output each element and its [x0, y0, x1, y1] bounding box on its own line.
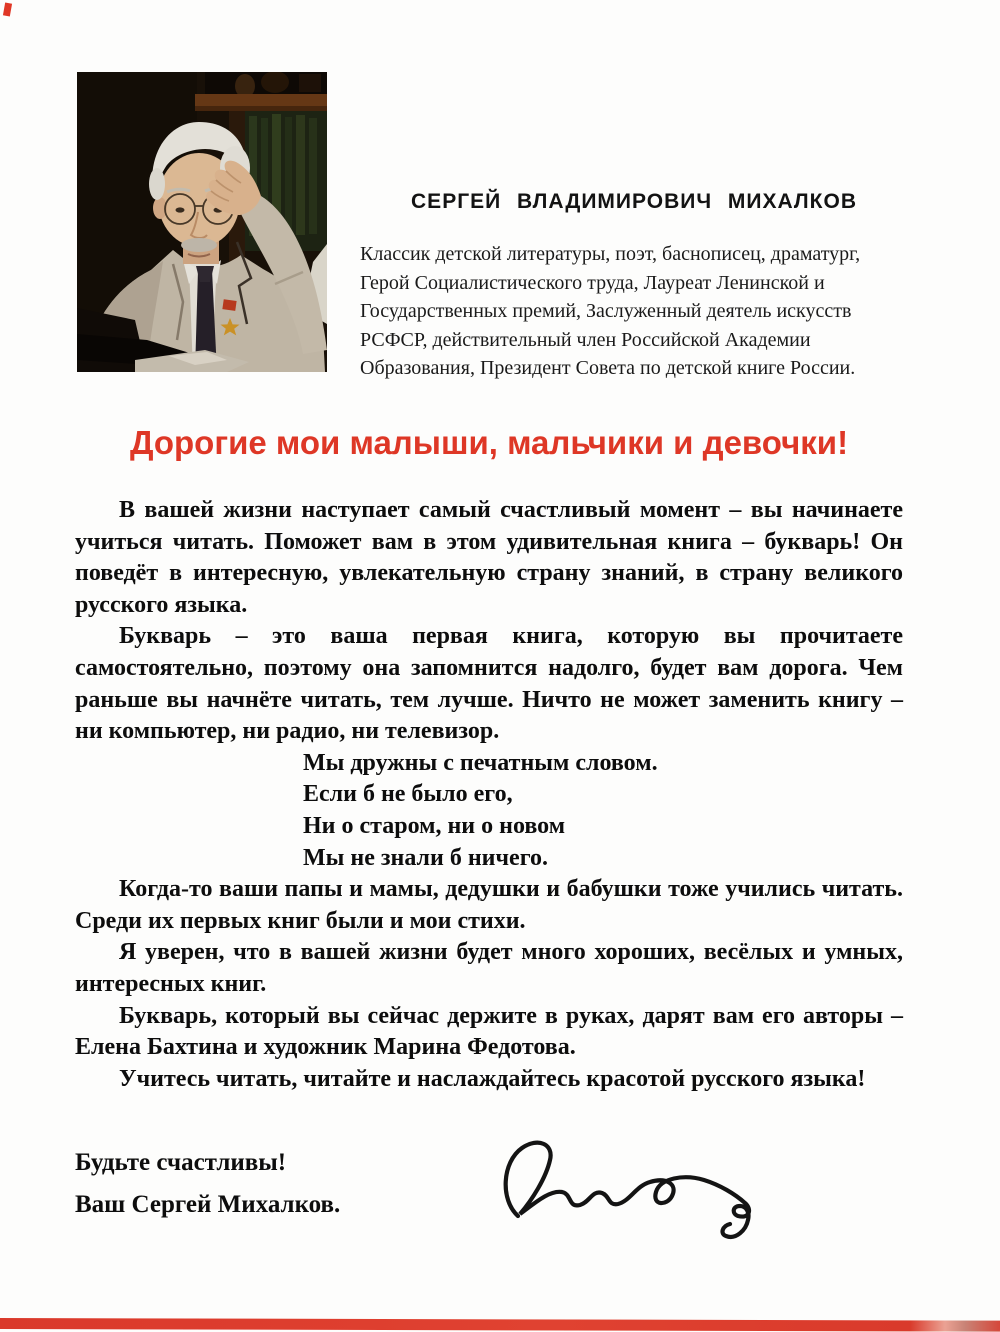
poem-quatrain: [303, 748, 903, 874]
scan-corner-mark: [3, 2, 12, 16]
poem-line: Ни о старом, ни о новом: [303, 812, 566, 839]
author-bio-text: Классик детской литературы, поэт, баснописец, драматург, Герой Социалистического труда, Лауреат Ленинской и Государственных премий, Заслуженный деятель искусств РСФСР, действительный член Российской Академии Образования, Президент Совета по детской книге России.: [360, 243, 861, 380]
signature-autograph: [488, 1128, 773, 1248]
closing-block: [75, 1142, 340, 1226]
poem-line: Мы не знали б ничего.: [303, 844, 548, 871]
closing-line-1: Будьте счастливы!: [75, 1149, 287, 1176]
greeting-heading: Дорогие мои малыши, мальчики и девочки!: [129, 424, 849, 461]
paragraph-3: Когда-то ваши папы и мамы, дедушки и бабушки тоже учились читать. Среди их первых книг были и мои стихи.: [75, 876, 903, 934]
paragraph-5: Букварь, который вы сейчас держите в руках, дарят вам его авторы – Елена Бахтина и художник Марина Федотова.: [75, 1002, 903, 1061]
poem-line: Если б не было его,: [303, 781, 513, 808]
letter-body: [75, 495, 903, 1095]
author-header: [360, 190, 908, 383]
author-name-title: СЕРГЕЙ ВЛАДИМИРОВИЧ МИХАЛКОВ: [411, 190, 857, 213]
paragraph-1: В вашей жизни наступает самый счастливый момент – вы начинаете учиться читать. Поможет вам в этом удивительная книга – букварь! Он поведёт в интересную, увлекательную страну знаний, в страну великого русского языка.: [75, 497, 903, 618]
author-portrait-photo: [77, 72, 327, 372]
paragraph-6: Учитесь читать, читайте и наслаждайтесь красотой русского языка!: [119, 1065, 866, 1092]
bottom-red-stripe: [0, 1318, 1000, 1332]
portrait-illustration: [77, 72, 327, 372]
paragraph-4: Я уверен, что в вашей жизни будет много хороших, весёлых и умных, интересных книг.: [75, 939, 903, 997]
poem-line: Мы дружны с печатным словом.: [303, 749, 658, 776]
closing-line-2: Ваш Сергей Михалков.: [75, 1191, 341, 1218]
paragraph-2: Букварь – это ваша первая книга, которую вы прочитаете самостоятельно, поэтому она запомнится надолго, будет вам дорога. Чем раньше вы начнёте читать, тем лучше. Ничто не может заменить книгу – ни компьютер, ни радио, ни телевизор.: [75, 623, 903, 745]
